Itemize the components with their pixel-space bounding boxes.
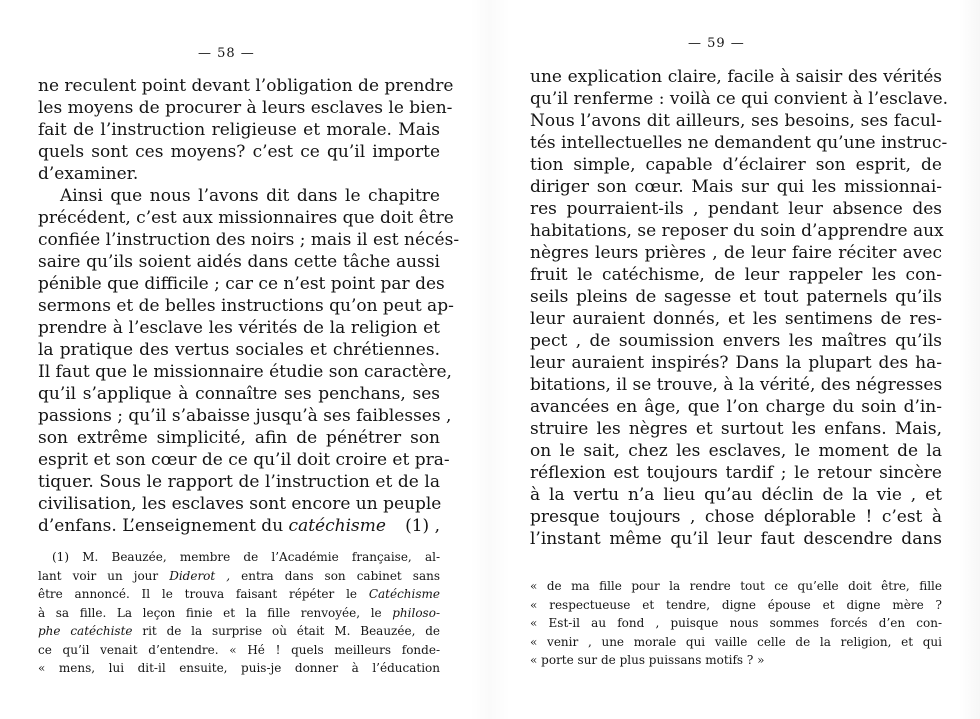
right-footnote — [530, 577, 942, 670]
footnote-line: « de ma fille pour la rendre tout ce qu’elle doit être, fille — [530, 579, 942, 593]
italic-name: Diderot , — [169, 568, 231, 583]
text-line: habitations, se reposer du soin d’apprendre aux — [530, 221, 944, 241]
text-line: res pourraient-ils , pendant leur absence des — [530, 199, 942, 219]
text-line: civilisation, les esclaves sont encore un peuple — [38, 494, 442, 514]
footnote-line — [38, 567, 440, 586]
text-line: leur auraient donnés, et les sentimens de res- — [530, 309, 942, 329]
text-line: leur auraient inspirés? Dans la plupart des ha- — [530, 353, 942, 373]
footnote-reference: (1) , — [405, 516, 440, 536]
footnote-line — [38, 585, 440, 604]
text-line: à la vertu n’a lieu qu’au déclin de la vie , et — [530, 485, 942, 505]
text-line: la pratique des vertus sociales et chrétiennes. — [38, 340, 440, 360]
footnote-line: ce qu’il venait d’entendre. « Hé ! quels meilleurs fonde- — [38, 642, 440, 657]
text-fragment: entra dans son cabinet sans — [230, 568, 441, 583]
left-footnote — [38, 548, 440, 678]
page-number-left: — 58 — — [198, 46, 255, 61]
book-gutter — [470, 0, 510, 719]
text-fragment: être annoncé. Il le trouva faisant répéter le — [38, 587, 369, 601]
text-line: prendre à l’esclave les vérités de la religion et — [38, 318, 440, 338]
text-line: bitations, il se trouve, à la vérité, des négresses — [530, 375, 943, 395]
footnote-line: « Est-il au fond , puisque nous sommes forcés d’en con- — [530, 616, 942, 630]
footnote-line — [38, 622, 440, 641]
text-line: qu’il s’applique à connaître ses penchans, ses — [38, 384, 440, 404]
text-line: d’examiner. — [38, 164, 139, 184]
text-line: tion simple, capable d’éclairer son esprit, de — [530, 155, 942, 175]
italic-word: catéchisme — [288, 516, 386, 536]
text-line: avancées en âge, que l’on charge du soin d’in- — [530, 397, 942, 417]
right-body-text — [530, 66, 949, 550]
page-number-right: — 59 — — [688, 36, 745, 51]
text-line: tés intellectuelles ne demandent qu’une instruc- — [530, 133, 948, 153]
italic-word: philoso- — [392, 605, 440, 620]
text-fragment: à sa fille. La leçon finie et la fille renvoyée, le — [38, 605, 393, 620]
text-line: les moyens de procurer à leurs esclaves le bien- — [38, 98, 453, 118]
text-line: seils pleins de sagesse et tout paternels qu’ils — [530, 287, 942, 307]
text-line: on le sait, chez les esclaves, le moment de la — [530, 441, 942, 461]
text-line: sermons et de belles instructions qu’on peut ap- — [38, 296, 454, 316]
text-line: Ainsi que nous l’avons dit dans le chapitre — [60, 186, 440, 206]
text-line: pect , de soumission envers les maîtres qu’ils — [530, 331, 942, 351]
footnote-line: « respectueuse et tendre, digne épouse et digne mère ? — [530, 597, 942, 612]
italic-word: Catéchisme — [368, 587, 440, 601]
text-fragment: lant voir un jour — [38, 568, 170, 583]
text-fragment: d’enfans. L’enseignement du — [38, 516, 289, 536]
text-line: saire qu’ils soient aidés dans cette tâche aussi — [38, 252, 440, 272]
text-line: précédent, c’est aux missionnaires que doit être — [38, 208, 454, 228]
text-line: son extrême simplicité, afin de pénétrer son — [38, 428, 440, 448]
text-line: passions ; qu’il s’abaisse jusqu’à ses faiblesses , — [38, 406, 452, 426]
text-line: esprit et son cœur de ce qu’il doit croire et pra- — [38, 450, 450, 470]
text-line: fait de l’instruction religieuse et morale. Mais — [38, 120, 440, 140]
page-edge — [958, 0, 980, 719]
text-line: une explication claire, facile à saisir des vérités — [530, 67, 942, 87]
text-line: réflexion est toujours tardif ; le retour sincère — [530, 463, 942, 483]
text-line: quels sont ces moyens? c’est ce qu’il importe — [38, 142, 440, 162]
left-body-text — [38, 75, 460, 537]
text-line: tiquer. Sous le rapport de l’instruction et de la — [38, 472, 440, 492]
text-fragment: rit de la surprise où était M. Beauzée, de — [132, 624, 441, 638]
text-line: l’instant même qu’il leur faut descendre dans — [530, 529, 942, 549]
footnote-line: (1) M. Beauzée, membre de l’Académie française, al- — [52, 550, 440, 564]
text-line: ne reculent point devant l’obligation de prendre — [38, 76, 454, 96]
text-line: confiée l’instruction des noirs ; mais il est nécés- — [38, 230, 460, 250]
italic-word: phe catéchiste — [38, 624, 133, 638]
footnote-line: « mens, lui dit-il ensuite, puis-je donner à l’éducation — [38, 661, 440, 675]
footnote-line: « venir , une morale qui vaille celle de la religion, et qui — [530, 634, 942, 649]
text-line: qu’il renferme : voilà ce qui convient à l’esclave. — [530, 89, 949, 109]
text-line: diriger son cœur. Mais sur qui les missionnai- — [530, 177, 942, 197]
text-line: Nous l’avons dit ailleurs, ses besoins, ses facul- — [530, 111, 942, 131]
footnote-line: « porte sur de plus puissans motifs ? » — [530, 653, 765, 667]
text-line: pénible que difficile ; car ce n’est point par des — [38, 274, 445, 294]
text-line-with-footnote-ref — [38, 515, 440, 537]
footnote-line — [38, 604, 440, 623]
text-line: Il faut que le missionnaire étudie son caractère, — [38, 362, 452, 382]
text-line: nègres leurs prières , de leur faire réciter avec — [530, 243, 942, 263]
text-line: presque toujours , chose déplorable ! c’est à — [530, 507, 942, 527]
text-line: fruit le catéchisme, de leur rappeler les con- — [530, 265, 942, 285]
text-line: struire les nègres et surtout les enfans. Mais, — [530, 419, 942, 439]
